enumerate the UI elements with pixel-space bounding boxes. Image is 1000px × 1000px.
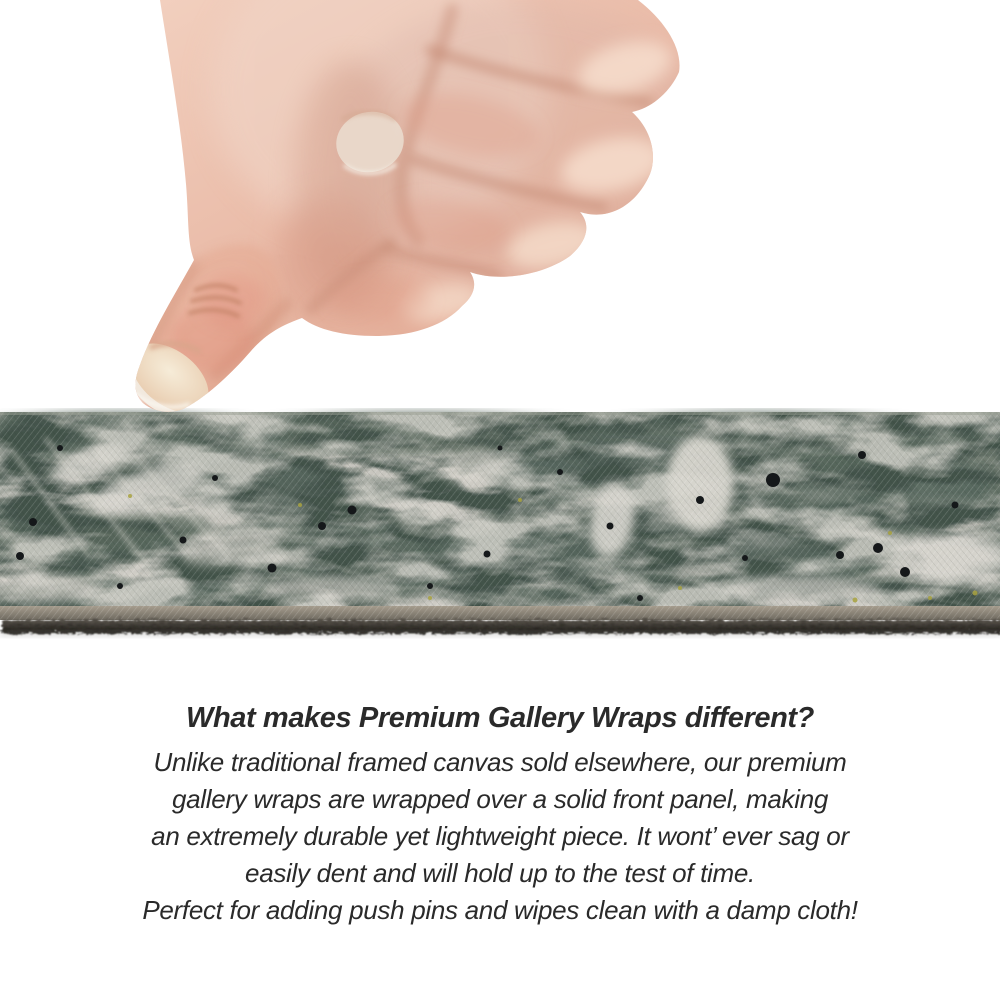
caption-line: Unlike traditional framed canvas sold elsewhere, our premium [153, 747, 847, 777]
caption-line: an extremely durable yet lightweight piece. It wont’ ever sag or [151, 821, 849, 851]
canvas-face [0, 412, 1000, 619]
caption-line: easily dent and will hold up to the test of time. [245, 858, 755, 888]
caption [0, 698, 1000, 929]
fist [99, 0, 710, 418]
caption-line: Perfect for adding push pins and wipes clean with a damp cloth! [142, 895, 858, 925]
canvas-wrap-edge-photo [0, 408, 1000, 640]
canvas-dark-edge [0, 618, 1000, 636]
hand-photo [0, 0, 1000, 418]
caption-line: gallery wraps are wrapped over a solid front panel, making [171, 784, 829, 814]
canvas-fold [0, 606, 1000, 620]
caption-heading: What makes Premium Gallery Wraps different? [186, 702, 814, 734]
